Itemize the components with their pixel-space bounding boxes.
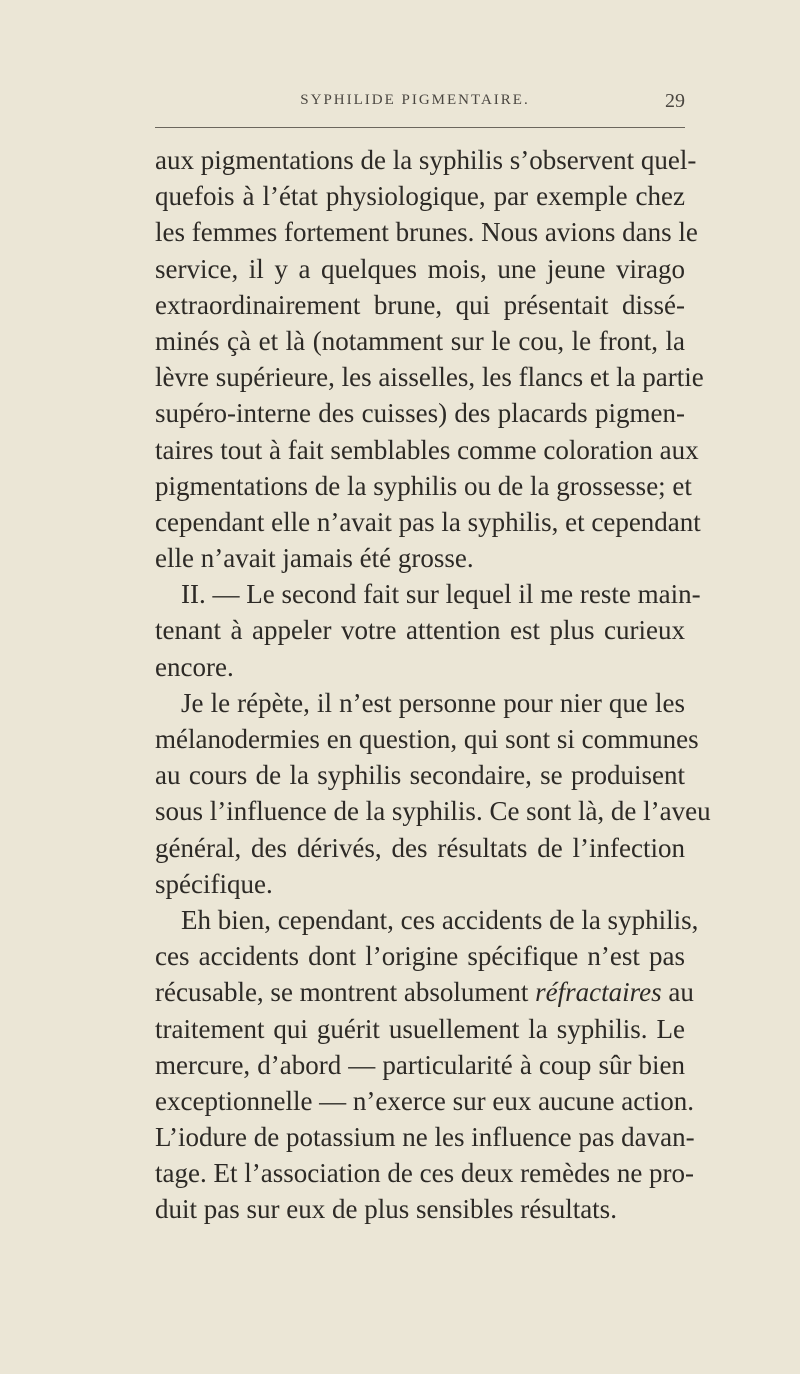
text-line: elle n’avait jamais été grosse.: [155, 543, 474, 574]
text-line: L’iodure de potassium ne les influence pas davan-: [155, 1122, 695, 1153]
text-line: mercure, d’abord — particularité à coup sûr bien: [155, 1049, 685, 1080]
text-line: II. — Le second fait sur lequel il me reste main-: [181, 579, 701, 610]
text-line: Eh bien, cependant, ces accidents de la syphilis,: [181, 904, 699, 935]
text-line: quefois à l’état physiologique, par exemple chez: [155, 181, 685, 212]
text-line: les femmes fortement brunes. Nous avions dans le: [155, 217, 698, 248]
header-rule: [155, 127, 685, 128]
text-span: récusable, se montrent absolument: [155, 977, 529, 1008]
text-line: ces accidents dont l’origine spécifique n’est pas: [155, 941, 685, 972]
page-number: 29: [665, 90, 685, 112]
text-line: supéro-interne des cuisses) des placards pigmen-: [155, 398, 685, 429]
text-line: taires tout à fait semblables comme coloration aux: [155, 434, 699, 465]
text-line: au cours de la syphilis secondaire, se produisent: [155, 760, 685, 791]
text-span: au: [668, 977, 694, 1008]
page-header: [155, 92, 685, 124]
text-line-with-italic: [155, 974, 694, 1010]
text-line: spécifique.: [155, 868, 273, 899]
running-title: SYPHILIDE PIGMENTAIRE.: [300, 92, 530, 108]
text-line: service, il y a quelques mois, une jeune virago: [155, 253, 685, 284]
body-text: [155, 142, 711, 1228]
text-line: tenant à appeler votre attention est plus curieux: [155, 615, 685, 646]
text-line: sous l’influence de la syphilis. Ce sont là, de l’aveu: [155, 796, 711, 827]
text-line: pigmentations de la syphilis ou de la grossesse; et: [155, 470, 692, 501]
text-line: Je le répète, il n’est personne pour nier que les: [181, 687, 685, 718]
text-line: encore.: [155, 651, 234, 682]
text-line: duit pas sur eux de plus sensibles résultats.: [155, 1194, 617, 1225]
text-line: général, des dérivés, des résultats de l’infection: [155, 832, 685, 863]
text-line: tage. Et l’association de ces deux remèdes ne pro-: [155, 1158, 695, 1189]
italic-word: réfractaires: [535, 977, 662, 1008]
text-line: traitement qui guérit usuellement la syphilis. Le: [155, 1013, 685, 1044]
text-line: lèvre supérieure, les aisselles, les flancs et la partie: [155, 362, 704, 393]
text-line: mélanodermies en question, qui sont si communes: [155, 724, 699, 754]
text-line: cependant elle n’avait pas la syphilis, et cependant: [155, 506, 701, 537]
text-line: extraordinairement brune, qui présentait dissé-: [155, 289, 685, 320]
text-line: exceptionnelle — n’exerce sur eux aucune action.: [155, 1085, 694, 1116]
text-line: minés çà et là (notamment sur le cou, le front, la: [155, 325, 685, 356]
text-line: aux pigmentations de la syphilis s’observent quel-: [155, 145, 697, 175]
